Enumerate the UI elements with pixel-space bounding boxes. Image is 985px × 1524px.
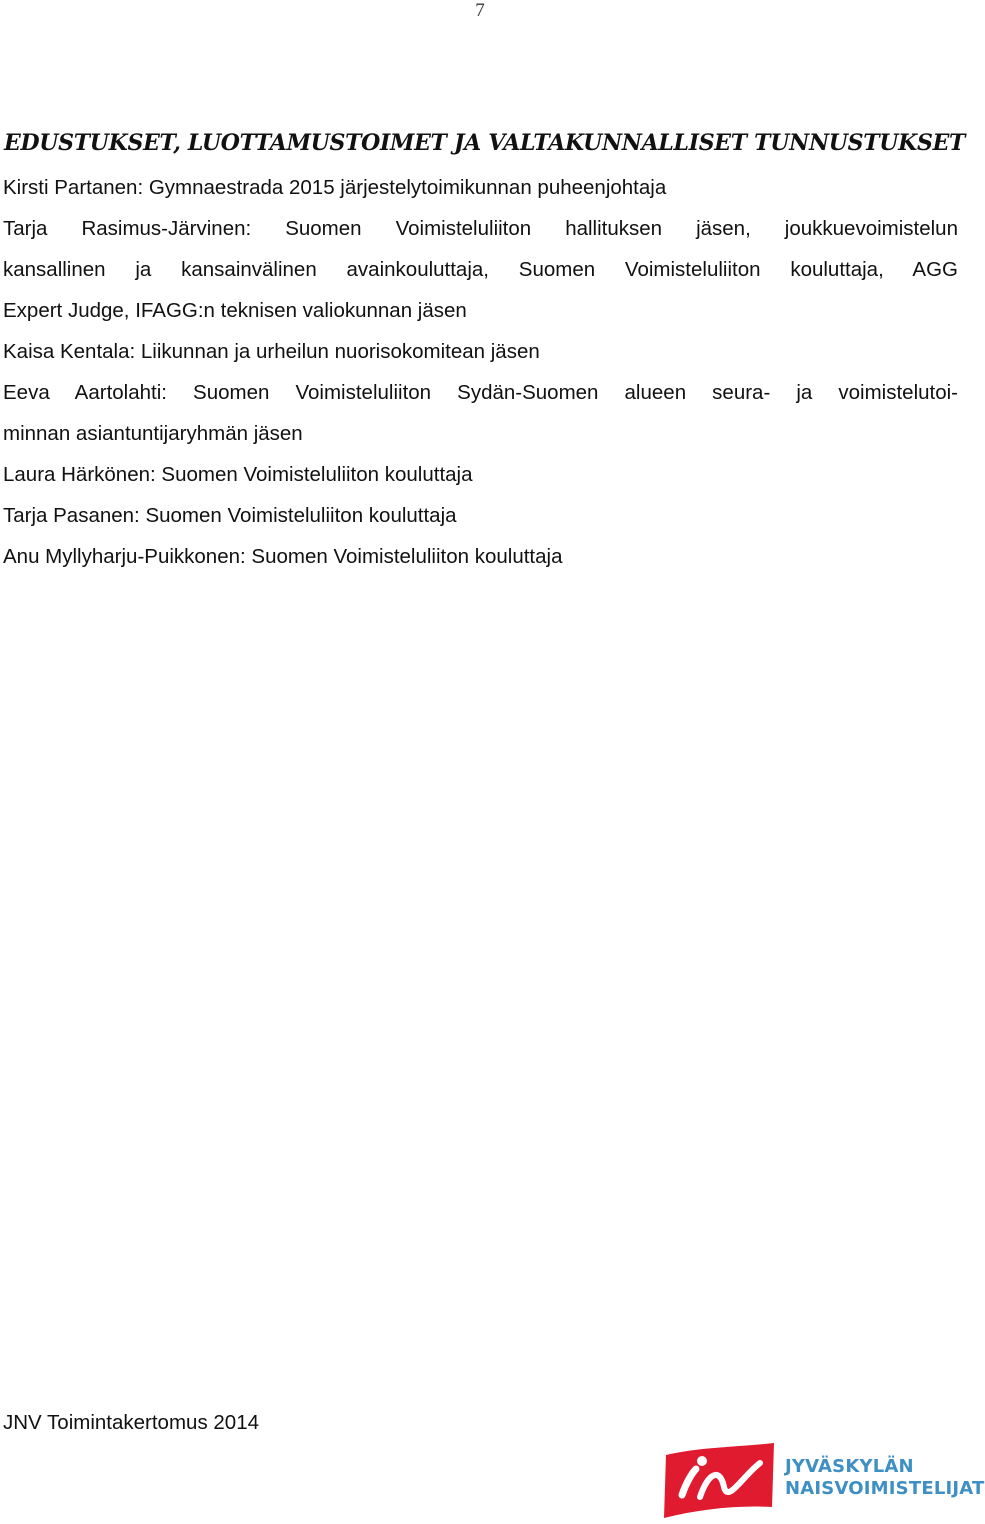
list-item: Kaisa Kentala: Liikunnan ja urheilun nuorisokomitean jäsen bbox=[3, 340, 540, 363]
representation-list bbox=[3, 167, 958, 577]
logo-text-line-2: NAISVOIMISTELIJAT bbox=[785, 1478, 985, 1499]
footer-title: JNV Toimintakertomus 2014 bbox=[3, 1411, 259, 1434]
jnv-logo-mark-icon bbox=[660, 1443, 778, 1518]
list-item: Laura Härkönen: Suomen Voimisteluliiton kouluttaja bbox=[3, 463, 473, 486]
organization-logo bbox=[660, 1443, 985, 1518]
list-item: Anu Myllyharju-Puikkonen: Suomen Voimisteluliiton kouluttaja bbox=[3, 545, 563, 568]
page-number: 7 bbox=[475, 0, 485, 21]
logo-text-line-1: JYVÄSKYLÄN bbox=[785, 1456, 914, 1477]
list-item: minnan asiantuntijaryhmän jäsen bbox=[3, 422, 303, 445]
list-item: Kirsti Partanen: Gymnaestrada 2015 järjestelytoimikunnan puheenjohtaja bbox=[3, 176, 667, 199]
section-heading: EDUSTUKSET, LUOTTAMUSTOIMET JA VALTAKUNNALLISET TUNNUSTUKSET bbox=[4, 130, 966, 156]
list-item: kansallinen ja kansainvälinen avainkouluttaja, Suomen Voimisteluliiton kouluttaja, AGG bbox=[3, 258, 958, 281]
list-item: Eeva Aartolahti: Suomen Voimisteluliiton Sydän-Suomen alueen seura- ja voimistelutoi- bbox=[3, 381, 958, 404]
list-item: Tarja Rasimus-Järvinen: Suomen Voimisteluliiton hallituksen jäsen, joukkuevoimistelun bbox=[3, 217, 958, 240]
list-item: Expert Judge, IFAGG:n teknisen valiokunnan jäsen bbox=[3, 299, 467, 322]
list-item: Tarja Pasanen: Suomen Voimisteluliiton kouluttaja bbox=[3, 504, 457, 527]
